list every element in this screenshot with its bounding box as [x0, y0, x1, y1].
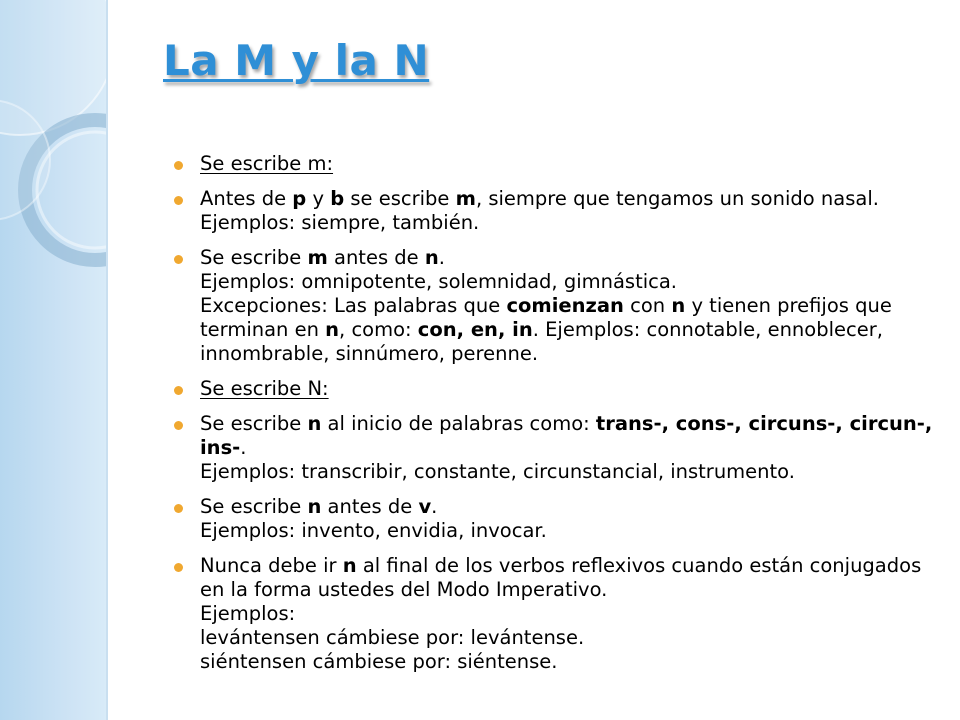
list-item — [173, 152, 933, 176]
decorative-circles — [0, 0, 106, 720]
section-heading-m: Se escribe m: — [200, 152, 334, 175]
list-item — [173, 377, 933, 401]
section-heading-n: Se escribe N: — [200, 377, 329, 400]
band-divider — [106, 0, 108, 720]
bullet-list — [173, 152, 933, 685]
list-item: Se escribe m antes de n. Ejemplos: omnipotente, solemnidad, gimnástica. Excepciones: Las palabras que comienzan con n y tienen prefijos que terminan en n, como: con, en, in. Ejemplos: connotable, ennoblecer, innombrable, sinnúmero, perenne. — [173, 246, 933, 366]
list-item: Nunca debe ir n al final de los verbos reflexivos cuando están conjugados en la forma ustedes del Modo Imperativo. Ejemplos: levántensen cámbiese por: levántense. siéntensen cámbiese por: siéntense. — [173, 554, 933, 674]
decorative-left-band — [0, 0, 106, 720]
slide-title: La M y la N — [163, 36, 430, 85]
list-item: Antes de p y b se escribe m, siempre que tengamos un sonido nasal. Ejemplos: siempre, también. — [173, 187, 933, 235]
list-item: Se escribe n al inicio de palabras como: trans-, cons-, circuns-, circun-, ins-. Ejemplos: transcribir, constante, circunstancial, instrumento. — [173, 412, 933, 484]
list-item: Se escribe n antes de v. Ejemplos: invento, envidia, invocar. — [173, 495, 933, 543]
